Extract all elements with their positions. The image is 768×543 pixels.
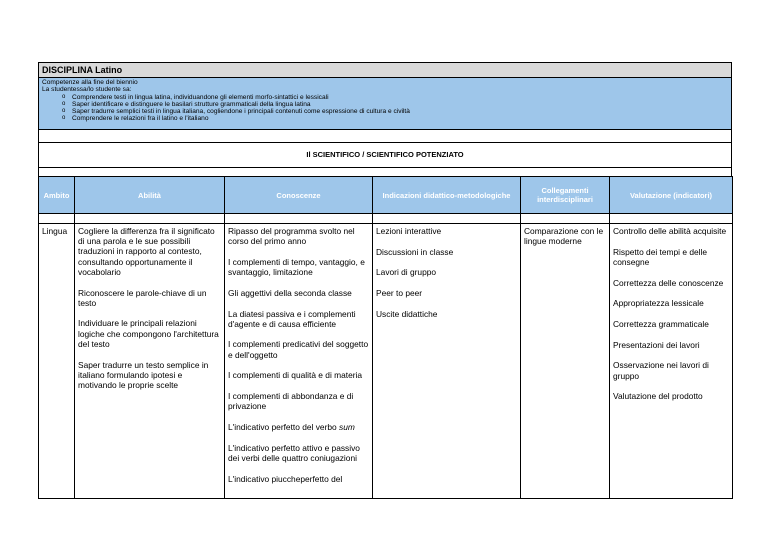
- header-abilita: Abilità: [75, 177, 225, 214]
- header-indicazioni: Indicazioni didattico-metodologiche: [373, 177, 521, 214]
- document-sheet: [38, 62, 732, 499]
- conoscenze-item: I complementi predicativi del soggetto e dell'oggetto: [228, 339, 369, 360]
- cell-indicazioni: [373, 224, 521, 499]
- ambito-text: Lingua: [42, 226, 68, 236]
- header-collegamenti: Collegamenti interdisciplinari: [521, 177, 610, 214]
- abilita-item: Riconoscere le parole-chiave di un testo: [78, 287, 207, 308]
- conoscenze-item: La diatesi passiva e i complementi d'agente e di causa efficiente: [228, 308, 356, 329]
- cell-collegamenti: [521, 224, 610, 499]
- abilita-item: Cogliere la differenza fra il significato di una parola e le sue possibili traduzioni in rapporto al contesto, consultando opportunamente il vocabolario: [78, 226, 215, 277]
- valutazione-item: Controllo delle abilità acquisite: [613, 226, 727, 236]
- valutazione-item: Correttezza delle conoscenze: [613, 277, 724, 288]
- conoscenze-item: Gli aggettivi della seconda classe: [228, 287, 352, 298]
- indicazioni-item: Discussioni in classe: [376, 246, 454, 257]
- discipline-title: DISCIPLINA Latino: [38, 62, 732, 78]
- header-conoscenze: Conoscenze: [225, 177, 373, 214]
- section-title: Il SCIENTIFICO / SCIENTIFICO POTENZIATO: [38, 143, 732, 168]
- competence-item: o Saper tradurre semplici testi in lingua italiana, cogliendone i principali contenuti come espressione di cultura e civiltà: [42, 108, 728, 115]
- header-row: [39, 177, 733, 214]
- valutazione-item: Valutazione del prodotto: [613, 391, 703, 402]
- valutazione-item: Presentazioni dei lavori: [613, 339, 700, 350]
- curriculum-table: [38, 176, 733, 499]
- indicazioni-item: Lezioni interattive: [376, 226, 442, 236]
- indicazioni-item: Uscite didattiche: [376, 308, 438, 319]
- abilita-item: Individuare le principali relazioni logiche che compongono l'architettura del testo: [78, 318, 219, 349]
- indicazioni-item: Peer to peer: [376, 288, 423, 299]
- indicazioni-item: Lavori di gruppo: [376, 267, 437, 278]
- competence-item: o Comprendere le relazioni fra il latino e l'italiano: [42, 115, 728, 122]
- conoscenze-item: Ripasso del programma svolto nel corso del primo anno: [228, 226, 355, 247]
- header-valutazione: Valutazione (indicatori): [610, 177, 733, 214]
- competence-item: o Saper identificare e distinguere le basilari strutture grammaticali della lingua latina: [42, 101, 728, 108]
- gap-table-row: [39, 214, 733, 224]
- collegamenti-item: Comparazione con le lingue moderne: [524, 226, 604, 247]
- conoscenze-item: I complementi di tempo, vantaggio, e svantaggio, limitazione: [228, 256, 365, 278]
- competences-intro: Competenze alla fine del biennio: [42, 79, 138, 86]
- spacer-row: [38, 130, 732, 143]
- conoscenze-item: L'indicativo perfetto del verbo sum: [228, 421, 355, 432]
- competences-subject: La studentessa/lo studente sa:: [42, 86, 132, 94]
- competences-list: [42, 94, 728, 123]
- cell-conoscenze: [225, 224, 373, 499]
- gap-row: [38, 168, 732, 176]
- cell-abilita: [75, 224, 225, 499]
- abilita-item: Saper tradurre un testo semplice in italiano formulando ipotesi e motivando le proprie scelte: [78, 359, 209, 390]
- valutazione-item: Osservazione nei lavori di gruppo: [613, 360, 709, 381]
- competence-item: o Comprendere testi in lingua latina, individuandone gli elementi morfo-sintattici e lessicali: [42, 94, 728, 101]
- header-ambito: Ambito: [39, 177, 75, 214]
- cell-ambito: [39, 224, 75, 499]
- competences-box: [38, 78, 732, 130]
- conoscenze-item: I complementi di qualità e di materia: [228, 370, 363, 381]
- conoscenze-item: L'indicativo piuccheperfetto del: [228, 473, 343, 484]
- conoscenze-item: L'indicativo perfetto attivo e passivo dei verbi delle quattro coniugazioni: [228, 442, 360, 463]
- valutazione-item: Rispetto dei tempi e delle consegne: [613, 246, 708, 267]
- cell-valutazione: [610, 224, 733, 499]
- table-row: [39, 224, 733, 499]
- conoscenze-item: I complementi di abbondanza e di privazione: [228, 391, 354, 412]
- valutazione-item: Correttezza grammaticale: [613, 319, 709, 330]
- valutazione-item: Appropriatezza lessicale: [613, 298, 704, 309]
